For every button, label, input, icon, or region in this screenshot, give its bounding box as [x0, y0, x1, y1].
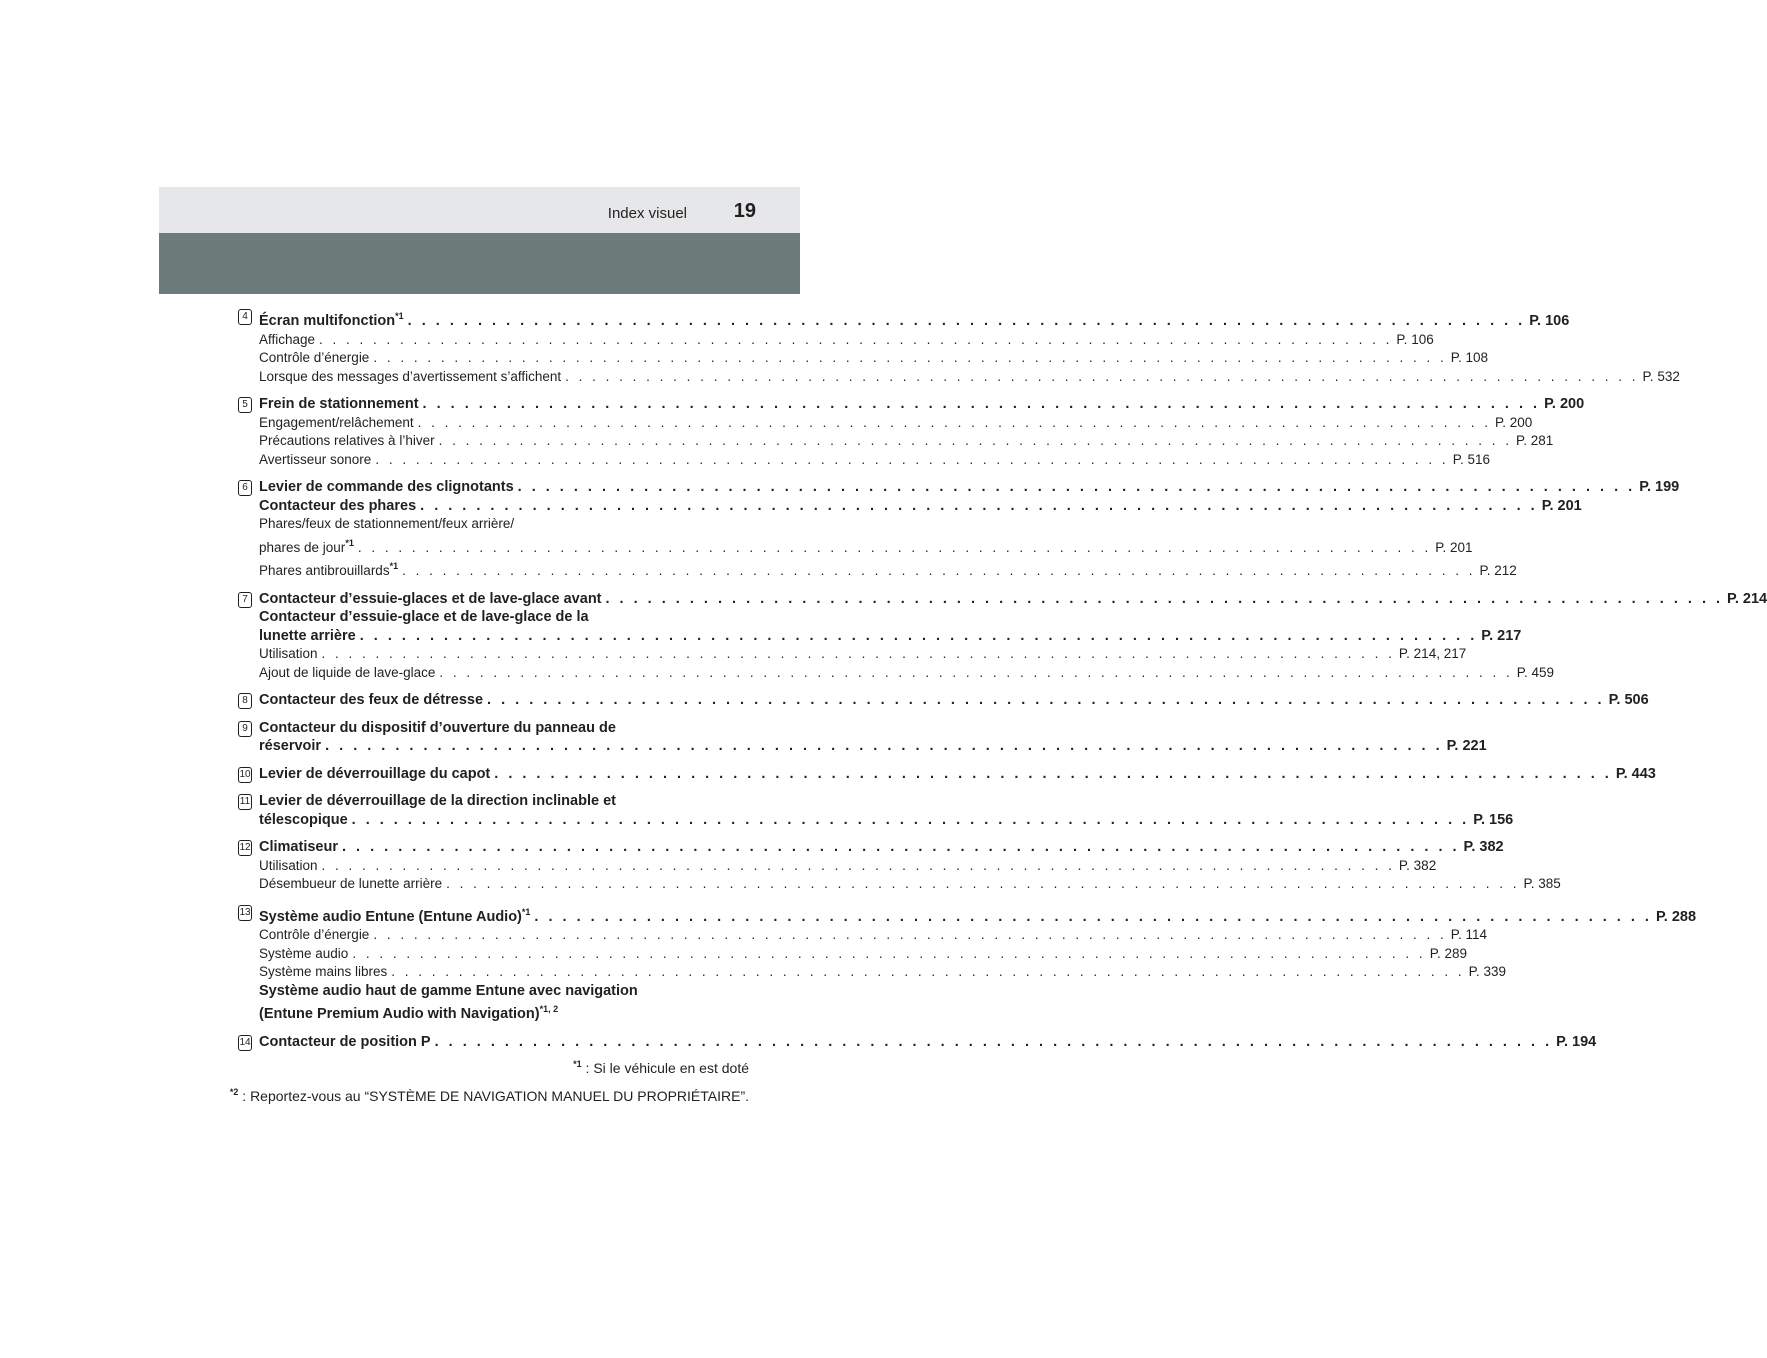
index-subitem [259, 451, 1490, 470]
index-heading [259, 737, 1487, 756]
index-subitem [259, 963, 1506, 982]
index-heading [259, 307, 1570, 331]
index-heading [259, 691, 1649, 710]
dot-leader: . . . . . . . . . . . . . . . . . . . . . . . . . . . . . . . . . . . . . . . . . . . . . . . . . . . . . . . . . . . . . . . . . . . . . . . . . . . . . . . . [487, 692, 1605, 708]
page-reference[interactable]: P. 217 [1481, 627, 1522, 644]
callout-number: 5 [238, 397, 252, 413]
index-subitem [259, 945, 1467, 964]
page-reference[interactable]: P. 201 [1435, 539, 1473, 555]
index-entry [238, 719, 1487, 756]
index-subitem [259, 645, 1467, 664]
page-reference[interactable]: P. 289 [1429, 945, 1467, 961]
index-heading [259, 590, 1767, 609]
index-label: Lorsque des messages d’avertissement s’affichent [259, 368, 562, 384]
index-subitem [259, 875, 1561, 894]
index-heading [259, 497, 1582, 516]
page-reference[interactable]: P. 199 [1639, 479, 1680, 495]
index-label: Utilisation [259, 646, 318, 661]
index-label: Contacteur d’essuie-glace et de lave-glace de la [259, 609, 589, 625]
index-heading [259, 395, 1585, 414]
index-heading [259, 903, 1697, 927]
page-reference[interactable]: P. 214 [1727, 590, 1767, 607]
index-entry [238, 792, 1514, 829]
index-label: Système mains libres [259, 964, 388, 979]
dot-leader: . . . . . . . . . . . . . . . . . . . . . . . . . . . . . . . . . . . . . . . . . . . . . . . . . . . . . . . . . . . . . . . . . . . . . . . . . . . . . . . . [319, 331, 1393, 347]
footnote [229, 1055, 749, 1077]
index-entry [238, 478, 1680, 581]
page-reference[interactable]: P. 532 [1642, 368, 1680, 384]
dot-leader: . . . . . . . . . . . . . . . . . . . . . . . . . . . . . . . . . . . . . . . . . . . . . . . . . . . . . . . . . . . . . . . . . . . . . . . . . . . . . . . . [446, 876, 1520, 891]
dot-leader: . . . . . . . . . . . . . . . . . . . . . . . . . . . . . . . . . . . . . . . . . . . . . . . . . . . . . . . . . . . . . . . . . . . . . . . . . . . . . . . . [407, 313, 1526, 329]
index-entry [238, 1033, 1597, 1052]
callout-number: 11 [238, 794, 252, 810]
page-reference[interactable]: P. 385 [1523, 876, 1561, 891]
page-reference[interactable]: P. 221 [1446, 738, 1487, 754]
index-label: Ajout de liquide de lave-glace [259, 664, 436, 680]
index-heading [259, 627, 1522, 646]
index-label: Contacteur d’essuie-glaces et de lave-glace avant [259, 590, 602, 607]
page-reference[interactable]: P. 214, 217 [1398, 646, 1467, 661]
dot-leader: . . . . . . . . . . . . . . . . . . . . . . . . . . . . . . . . . . . . . . . . . . . . . . . . . . . . . . . . . . . . . . . . . . . . . . . . . . . . . . . . [534, 908, 1652, 925]
index-label: Contrôle d’énergie [259, 927, 370, 942]
page-reference[interactable]: P. 339 [1468, 964, 1506, 979]
footnote-mark: *1 [573, 1059, 582, 1069]
index-heading [259, 608, 722, 627]
index-label: Désembueur de lunette arrière [259, 876, 443, 891]
index-heading [259, 1033, 1597, 1052]
page-reference[interactable]: P. 506 [1608, 692, 1649, 708]
callout-number: 4 [238, 309, 252, 325]
index-entry [238, 395, 1585, 469]
dot-leader: . . . . . . . . . . . . . . . . . . . . . . . . . . . . . . . . . . . . . . . . . . . . . . . . . . . . . . . . . . . . . . . . . . . . . . . . . . . . . . . . [494, 765, 1612, 782]
index-label: Contrôle d’énergie [259, 350, 370, 365]
page-reference[interactable]: P. 516 [1452, 451, 1490, 467]
dot-leader: . . . . . . . . . . . . . . . . . . . . . . . . . . . . . . . . . . . . . . . . . . . . . . . . . . . . . . . . . . . . . . . . . . . . . . . . . . . . . . . . [351, 811, 1470, 828]
footnote-marker: *1 [345, 537, 354, 548]
index-subitem [259, 926, 1487, 945]
index-heading [259, 719, 722, 738]
index-entry [238, 590, 1767, 683]
page-reference[interactable]: P. 106 [1529, 313, 1570, 329]
index-label: Écran multifonction$^{*1}$ [259, 311, 404, 329]
index-label: Engagement/relâchement [259, 414, 414, 430]
index-heading [259, 765, 1656, 784]
callout-number: 12 [238, 840, 252, 856]
page-reference[interactable]: P. 106 [1396, 331, 1434, 347]
footnote-marker: *1 [395, 311, 404, 321]
index-label: Levier de commande des clignotants [259, 479, 514, 495]
dot-leader: . . . . . . . . . . . . . . . . . . . . . . . . . . . . . . . . . . . . . . . . . . . . . . . . . . . . . . . . . . . . . . . . . . . . . . . . . . . . . . . . [375, 451, 1449, 467]
dot-leader: . . . . . . . . . . . . . . . . . . . . . . . . . . . . . . . . . . . . . . . . . . . . . . . . . . . . . . . . . . . . . . . . . . . . . . . . . . . . . . . . [352, 945, 1426, 961]
footnote [229, 1083, 749, 1105]
index-heading [259, 811, 1514, 830]
index-label: (Entune Premium Audio with Navigation)$^{*1, 2}$ [259, 1004, 559, 1022]
page-number: 19 [733, 200, 756, 222]
dot-leader: . . . . . . . . . . . . . . . . . . . . . . . . . . . . . . . . . . . . . . . . . . . . . . . . . . . . . . . . . . . . . . . . . . . . . . . . . . . . . . . . [391, 964, 1465, 979]
index-label: Phares antibrouillards$^{*1}$ [259, 561, 399, 578]
dot-leader: . . . . . . . . . . . . . . . . . . . . . . . . . . . . . . . . . . . . . . . . . . . . . . . . . . . . . . . . . . . . . . . . . . . . . . . . . . . . . . . . [417, 414, 1491, 430]
footnotes [229, 1055, 749, 1111]
index-heading [259, 982, 722, 1001]
index-label: Climatiseur [259, 839, 338, 855]
index-label: Affichage [259, 331, 316, 347]
index-subitem [259, 557, 1517, 581]
index-subitem [259, 664, 1555, 683]
index-heading [259, 792, 722, 811]
dot-leader: . . . . . . . . . . . . . . . . . . . . . . . . . . . . . . . . . . . . . . . . . . . . . . . . . . . . . . . . . . . . . . . . . . . . . . . . . . . . . . . . [321, 857, 1395, 873]
dot-leader: . . . . . . . . . . . . . . . . . . . . . . . . . . . . . . . . . . . . . . . . . . . . . . . . . . . . . . . . . . . . . . . . . . . . . . . . . . . . . . . . [517, 479, 1636, 495]
dot-leader: . . . . . . . . . . . . . . . . . . . . . . . . . . . . . . . . . . . . . . . . . . . . . . . . . . . . . . . . . . . . . . . . . . . . . . . . . . . . . . . . [565, 368, 1639, 384]
index-label: Précautions relatives à l’hiver [259, 433, 435, 448]
callout-number: 9 [238, 721, 252, 737]
section-title: Index visuel [607, 205, 687, 222]
callout-number: 10 [238, 767, 252, 783]
index-subitem [259, 432, 1554, 451]
index-label: lunette arrière [259, 627, 356, 644]
dot-leader: . . . . . . . . . . . . . . . . . . . . . . . . . . . . . . . . . . . . . . . . . . . . . . . . . . . . . . . . . . . . . . . . . . . . . . . . . . . . . . . . [420, 497, 1538, 514]
dot-leader: . . . . . . . . . . . . . . . . . . . . . . . . . . . . . . . . . . . . . . . . . . . . . . . . . . . . . . . . . . . . . . . . . . . . . . . . . . . . . . . . [341, 839, 1460, 855]
dot-leader: . . . . . . . . . . . . . . . . . . . . . . . . . . . . . . . . . . . . . . . . . . . . . . . . . . . . . . . . . . . . . . . . . . . . . . . . . . . . . . . . [605, 590, 1724, 607]
index-label: Système audio haut de gamme Entune avec navigation [259, 982, 638, 999]
index-label: phares de jour$^{*1}$ [259, 537, 354, 555]
dot-leader: . . . . . . . . . . . . . . . . . . . . . . . . . . . . . . . . . . . . . . . . . . . . . . . . . . . . . . . . . . . . . . . . . . . . . . . . . . . . . . . . [439, 664, 1513, 680]
page-reference[interactable]: P. 108 [1450, 350, 1488, 365]
footnote-text: : Si le véhicule en est doté [581, 1060, 749, 1076]
index-label: télescopique [259, 811, 348, 828]
dot-leader: . . . . . . . . . . . . . . . . . . . . . . . . . . . . . . . . . . . . . . . . . . . . . . . . . . . . . . . . . . . . . . . . . . . . . . . . . . . . . . . . [402, 563, 1476, 578]
index-entry [238, 307, 1680, 386]
index-heading [259, 478, 1680, 497]
index-label: réservoir [259, 738, 322, 754]
page-reference[interactable]: P. 200 [1544, 396, 1585, 412]
index-subitem [259, 349, 1488, 368]
page-reference[interactable]: P. 382 [1463, 839, 1504, 855]
index-entry [238, 838, 1561, 894]
index-label: Système audio [259, 945, 349, 961]
index-label: Contacteur de position P [259, 1033, 431, 1050]
footnote-marker: *1, 2 [539, 1004, 559, 1014]
page-reference[interactable]: P. 114 [1450, 927, 1487, 942]
index-label: Levier de déverrouillage du capot [259, 765, 491, 782]
page-reference[interactable]: P. 443 [1615, 765, 1656, 782]
footnote-marker: *1 [389, 561, 399, 571]
index-label: Contacteur du dispositif d’ouverture du panneau de [259, 719, 616, 736]
dot-leader: . . . . . . . . . . . . . . . . . . . . . . . . . . . . . . . . . . . . . . . . . . . . . . . . . . . . . . . . . . . . . . . . . . . . . . . . . . . . . . . . [422, 396, 1541, 412]
callout-number: 8 [238, 693, 252, 709]
dot-leader: . . . . . . . . . . . . . . . . . . . . . . . . . . . . . . . . . . . . . . . . . . . . . . . . . . . . . . . . . . . . . . . . . . . . . . . . . . . . . . . . [438, 433, 1512, 448]
index-label: Phares/feux de stationnement/feux arrière/ [259, 516, 515, 531]
callout-number: 14 [238, 1035, 252, 1051]
index-label: Contacteur des feux de détresse [259, 692, 484, 708]
page-reference[interactable]: P. 212 [1479, 563, 1517, 578]
page-reference[interactable]: P. 200 [1494, 414, 1533, 430]
index-entry [238, 691, 1649, 710]
page-reference[interactable]: P. 382 [1398, 857, 1437, 873]
footnote-text: : Reportez-vous au “SYSTÈME DE NAVIGATION MANUEL DU PROPRIÉTAIRE”. [238, 1088, 749, 1104]
page-reference[interactable]: P. 201 [1541, 497, 1582, 514]
dot-leader: . . . . . . . . . . . . . . . . . . . . . . . . . . . . . . . . . . . . . . . . . . . . . . . . . . . . . . . . . . . . . . . . . . . . . . . . . . . . . . . . [357, 539, 1432, 555]
index-label: Avertisseur sonore [259, 451, 372, 467]
index-subitem [259, 515, 722, 534]
page-reference[interactable]: P. 459 [1516, 664, 1555, 680]
callout-number: 6 [238, 480, 252, 496]
index-subitem [259, 331, 1434, 350]
dot-leader: . . . . . . . . . . . . . . . . . . . . . . . . . . . . . . . . . . . . . . . . . . . . . . . . . . . . . . . . . . . . . . . . . . . . . . . . . . . . . . . . [325, 738, 1443, 754]
footnote-mark: *2 [229, 1087, 239, 1097]
index-label: Utilisation [259, 857, 318, 873]
index-entry [238, 765, 1656, 784]
dot-leader: . . . . . . . . . . . . . . . . . . . . . . . . . . . . . . . . . . . . . . . . . . . . . . . . . . . . . . . . . . . . . . . . . . . . . . . . . . . . . . . . [434, 1033, 1553, 1050]
index-subitem [259, 534, 1473, 558]
index-label: Levier de déverrouillage de la direction inclinable et [259, 793, 616, 809]
page-header [159, 187, 800, 233]
index-subitem [259, 414, 1533, 433]
index-entry [238, 903, 1697, 1024]
index-subitem [259, 368, 1680, 387]
dot-leader: . . . . . . . . . . . . . . . . . . . . . . . . . . . . . . . . . . . . . . . . . . . . . . . . . . . . . . . . . . . . . . . . . . . . . . . . . . . . . . . . [373, 927, 1447, 942]
index-heading [259, 838, 1504, 857]
index-list [238, 307, 1767, 1060]
callout-number: 13 [238, 905, 252, 921]
header-band [159, 233, 800, 294]
page-reference[interactable]: P. 156 [1473, 811, 1514, 828]
dot-leader: . . . . . . . . . . . . . . . . . . . . . . . . . . . . . . . . . . . . . . . . . . . . . . . . . . . . . . . . . . . . . . . . . . . . . . . . . . . . . . . . [373, 350, 1447, 365]
dot-leader: . . . . . . . . . . . . . . . . . . . . . . . . . . . . . . . . . . . . . . . . . . . . . . . . . . . . . . . . . . . . . . . . . . . . . . . . . . . . . . . . [359, 627, 1478, 644]
index-label: Frein de stationnement [259, 396, 419, 412]
index-subitem [259, 857, 1437, 876]
index-label: Système audio Entune (Entune Audio)$^{*1}$ [259, 906, 531, 925]
footnote-marker: *1 [521, 906, 531, 917]
page-reference[interactable]: P. 194 [1556, 1033, 1597, 1050]
index-heading [259, 1000, 722, 1024]
index-label: Contacteur des phares [259, 497, 417, 514]
dot-leader: . . . . . . . . . . . . . . . . . . . . . . . . . . . . . . . . . . . . . . . . . . . . . . . . . . . . . . . . . . . . . . . . . . . . . . . . . . . . . . . . [321, 646, 1395, 661]
callout-number: 7 [238, 592, 252, 608]
page-reference[interactable]: P. 281 [1515, 433, 1554, 448]
page-reference[interactable]: P. 288 [1655, 908, 1697, 925]
